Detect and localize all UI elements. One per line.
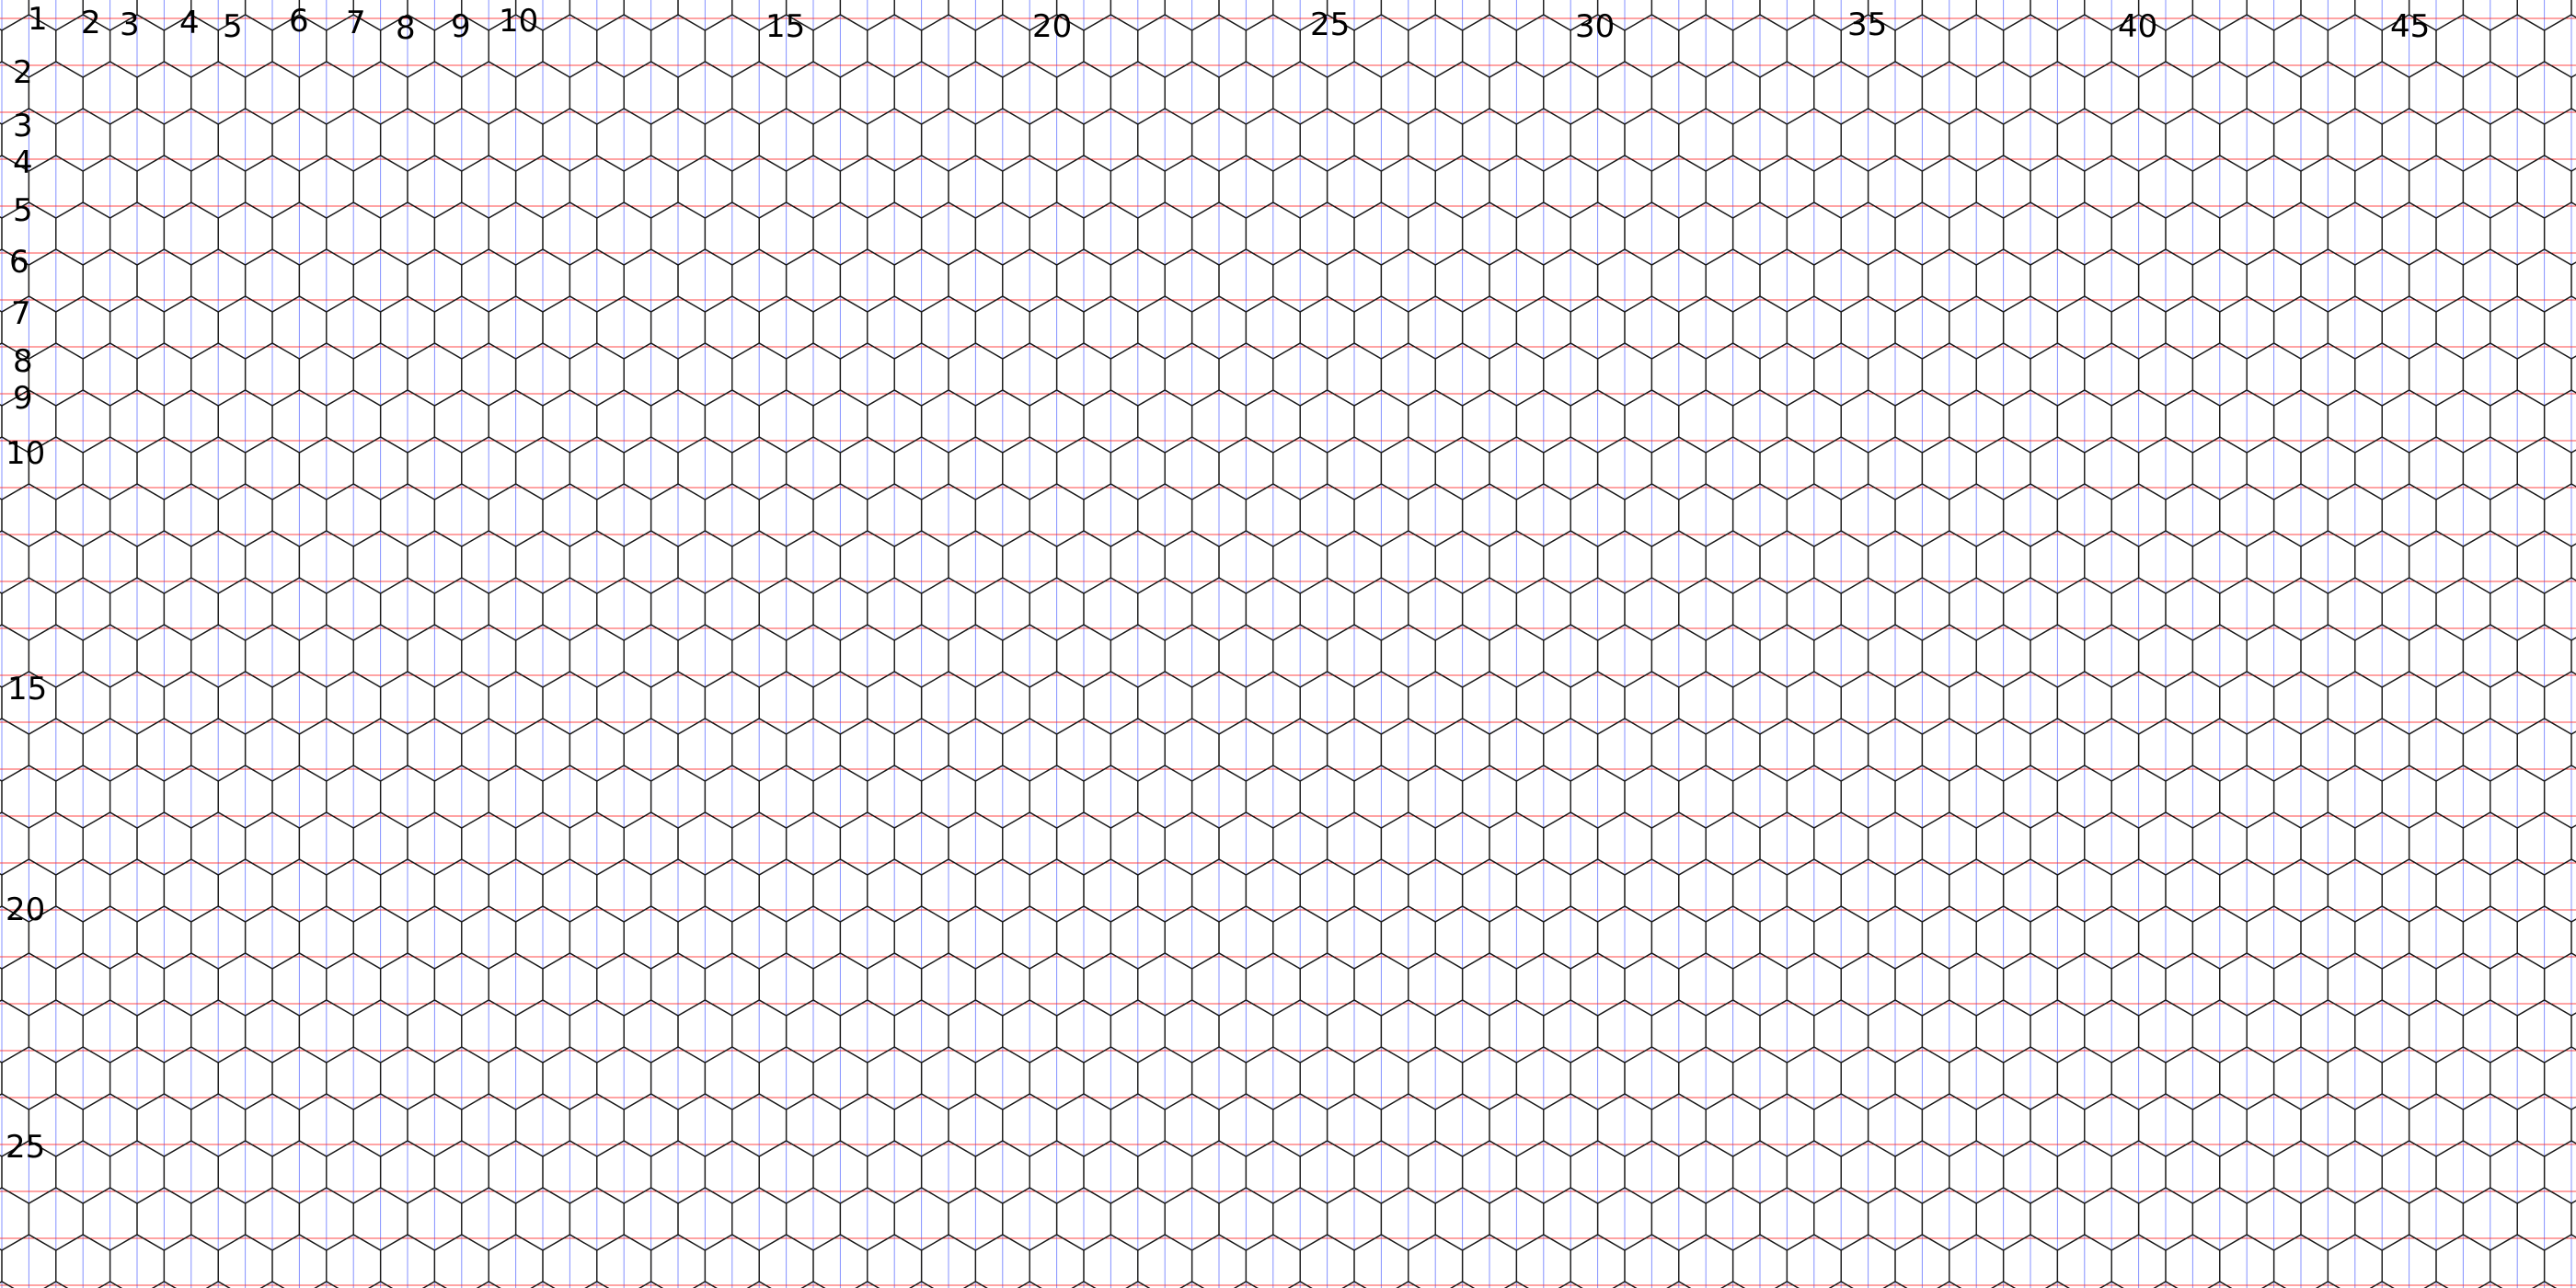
column-label-35: 35	[1847, 6, 1888, 43]
row-label-2: 2	[13, 54, 33, 91]
row-label-25: 25	[6, 1129, 46, 1166]
column-label-30: 30	[1575, 8, 1616, 45]
column-label-45: 45	[2390, 8, 2431, 45]
column-label-5: 5	[223, 8, 243, 45]
row-label-4: 4	[13, 144, 33, 181]
row-label-6: 6	[9, 244, 29, 281]
row-label-20: 20	[6, 891, 46, 928]
column-label-9: 9	[451, 8, 471, 45]
row-label-9: 9	[13, 380, 33, 417]
column-label-7: 7	[346, 5, 366, 41]
row-label-7: 7	[11, 295, 31, 332]
column-label-2: 2	[81, 5, 101, 41]
column-label-20: 20	[1032, 8, 1073, 45]
column-label-10: 10	[499, 3, 539, 40]
column-label-8: 8	[396, 10, 416, 47]
column-label-40: 40	[2118, 8, 2158, 45]
column-label-1: 1	[28, 1, 48, 38]
column-label-3: 3	[120, 6, 140, 43]
row-label-15: 15	[7, 671, 48, 707]
row-label-8: 8	[13, 343, 33, 380]
column-label-4: 4	[179, 5, 200, 41]
column-label-25: 25	[1310, 6, 1351, 43]
row-label-3: 3	[13, 108, 33, 144]
column-label-6: 6	[289, 3, 309, 40]
column-label-15: 15	[765, 8, 806, 45]
row-label-5: 5	[13, 192, 33, 229]
row-label-10: 10	[6, 435, 46, 472]
